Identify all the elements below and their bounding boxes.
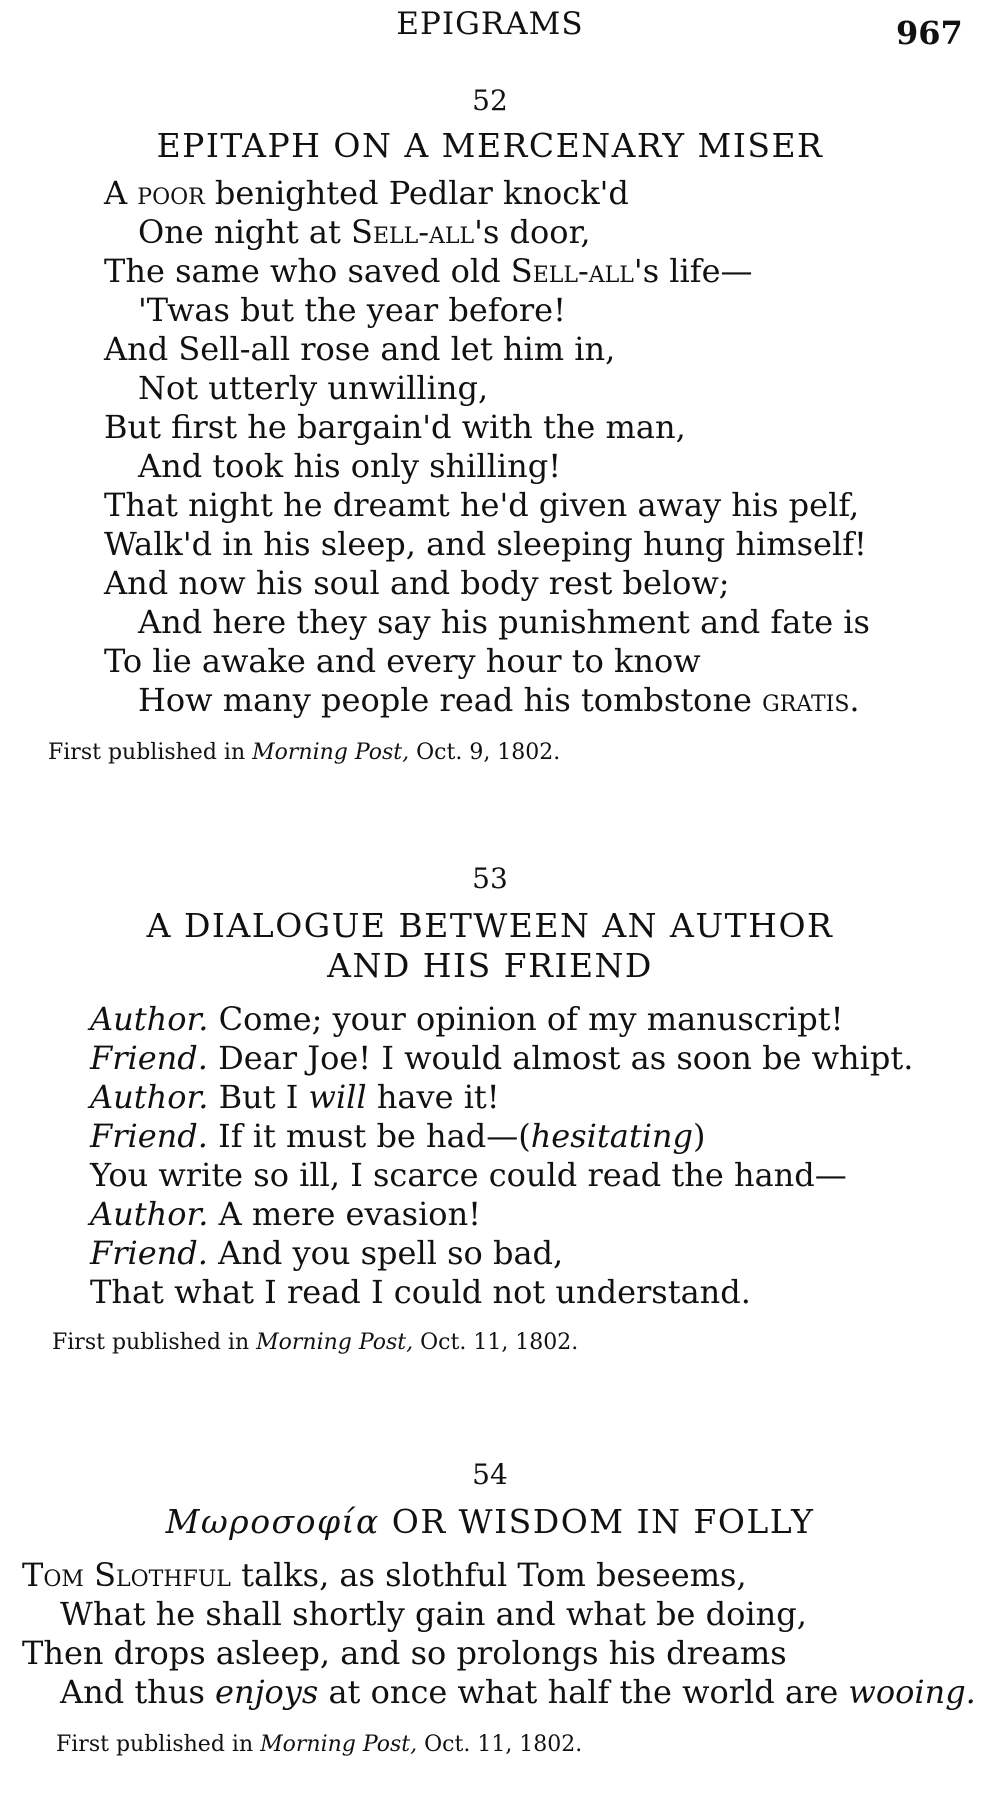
poem-line: But first he bargain'd with the man, — [104, 408, 686, 446]
epigram-number: 54 — [472, 1458, 508, 1491]
publication-note: First published in Morning Post, Oct. 11, 1802. — [52, 1330, 579, 1355]
dialogue-line: Friend. Dear Joe! I would almost as soon be whipt. — [90, 1039, 914, 1077]
poem-line: And thus enjoys at once what half the world are wooing. — [60, 1673, 976, 1711]
publication-note: First published in Morning Post, Oct. 9, 1802. — [48, 740, 561, 765]
poem-line: A poor benighted Pedlar knock'd — [104, 174, 629, 212]
epigram-number: 53 — [472, 862, 508, 895]
poem-line: Walk'd in his sleep, and sleeping hung himself! — [104, 525, 867, 563]
publication-note: First published in Morning Post, Oct. 11, 1802. — [56, 1732, 583, 1757]
poem-line: Then drops asleep, and so prolongs his dreams — [22, 1634, 787, 1672]
poem-line: The same who saved old Sell-all's life— — [104, 252, 753, 290]
speaker-label: Author. — [90, 1000, 209, 1038]
epigram-title-line-1: A DIALOGUE BETWEEN AN AUTHOR — [146, 906, 834, 945]
epigram-title: EPITAPH ON A MERCENARY MISER — [156, 126, 824, 165]
poem-line: How many people read his tombstone gratis. — [138, 681, 860, 719]
poem-line: And here they say his punishment and fate is — [138, 603, 870, 641]
poem-line: And took his only shilling! — [138, 447, 562, 485]
dialogue-line: You write so ill, I scarce could read the hand— — [90, 1156, 847, 1194]
poem-line: To lie awake and every hour to know — [104, 642, 701, 680]
speaker-label: Friend. — [90, 1117, 208, 1155]
poem-line: 'Twas but the year before! — [138, 291, 566, 329]
poem-line: Tom Slothful talks, as slothful Tom beseems, — [22, 1556, 747, 1594]
speaker-label: Friend. — [90, 1039, 208, 1077]
dialogue-line: Author. But I will have it! — [90, 1078, 500, 1116]
poem-line: And Sell-all rose and let him in, — [104, 330, 616, 368]
speaker-label: Author. — [90, 1195, 209, 1233]
poem-line: And now his soul and body rest below; — [104, 564, 730, 602]
dialogue-line: That what I read I could not understand. — [90, 1273, 751, 1311]
page-number: 967 — [896, 14, 963, 52]
epigram-title: Μωροσοφία OR WISDOM IN FOLLY — [165, 1502, 815, 1541]
dialogue-line: Friend. And you spell so bad, — [90, 1234, 564, 1272]
dialogue-line: Friend. If it must be had—(hesitating) — [90, 1117, 706, 1155]
speaker-label: Friend. — [90, 1234, 208, 1272]
poem-line: That night he dreamt he'd given away his pelf, — [104, 486, 860, 524]
epigram-number: 52 — [472, 84, 508, 117]
speaker-label: Author. — [90, 1078, 209, 1116]
poem-line: Not utterly unwilling, — [138, 369, 489, 407]
poem-line: What he shall shortly gain and what be doing, — [60, 1595, 807, 1633]
poem-line: One night at Sell-all's door, — [138, 213, 591, 251]
dialogue-line: Author. A mere evasion! — [90, 1195, 482, 1233]
running-title: EPIGRAMS — [396, 6, 584, 42]
greek-title: Μωροσοφία — [165, 1502, 380, 1541]
epigram-title-line-2: AND HIS FRIEND — [327, 946, 653, 985]
dialogue-line: Author. Come; your opinion of my manuscript! — [90, 1000, 844, 1038]
